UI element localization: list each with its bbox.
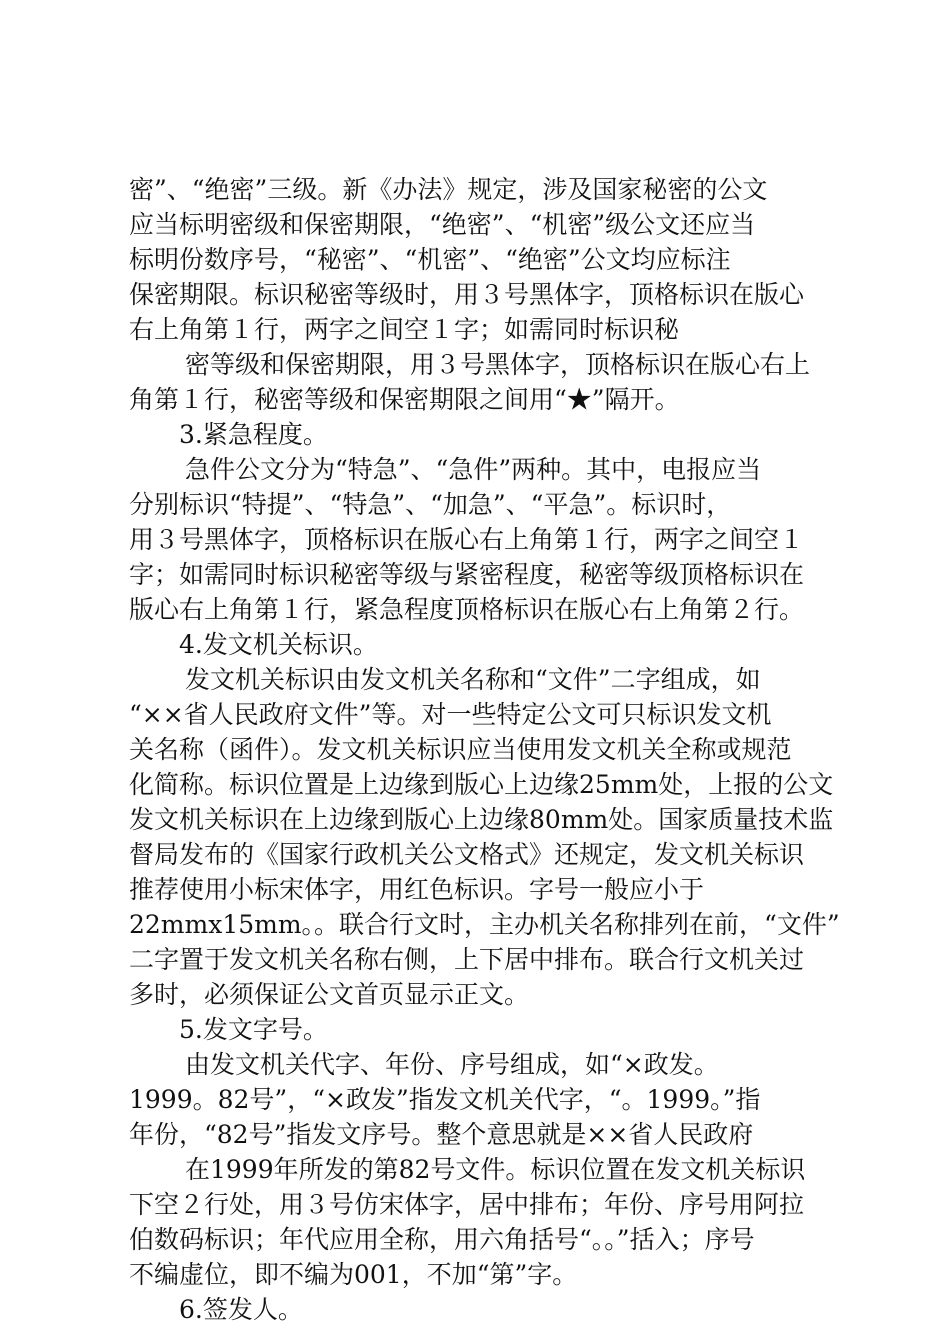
text-line: 密”、“绝密”三级。新《办法》规定，涉及国家秘密的公文	[129, 175, 768, 204]
text-line: 发文机关标识由发文机关名称和“文件”二字组成，如	[185, 665, 761, 694]
text-line: 密等级和保密期限，用３号黑体字，顶格标识在版心右上	[185, 350, 811, 379]
text-line: 急件公文分为“特急”、“急件”两种。其中，电报应当	[185, 455, 762, 484]
text-line: 22mmx15mm。。联合行文时，主办机关名称排列在前，“文件”	[129, 910, 840, 939]
section-heading: 3.紧急程度。	[179, 420, 328, 449]
text-line: 标明份数序号，“秘密”、“机密”、“绝密”公文均应标注	[129, 245, 731, 274]
section-heading: 4.发文机关标识。	[179, 630, 378, 659]
body-text	[129, 172, 840, 1327]
text-line: 在1999年所发的第82号文件。标识位置在发文机关标识	[185, 1155, 806, 1184]
text-line: 督局发布的《国家行政机关公文格式》还规定，发文机关标识	[129, 840, 805, 869]
text-line: 版心右上角第１行，紧急程度顶格标识在版心右上角第２行。	[129, 595, 805, 624]
text-line: 1999。82号”，“×政发”指发文机关代字，“。1999。”指	[129, 1085, 761, 1114]
text-line: 化简称。标识位置是上边缘到版心上边缘25mm处，上报的公文	[129, 770, 834, 799]
text-line: 保密期限。标识秘密等级时，用３号黑体字，顶格标识在版心	[129, 280, 805, 309]
text-line: 应当标明密级和保密期限，“绝密”、“机密”级公文还应当	[129, 210, 756, 239]
text-line: “××省人民政府文件”等。对一些特定公文可只标识发文机	[129, 700, 772, 729]
text-line: 分别标识“特提”、“特急”、“加急”、“平急”。标识时，	[129, 490, 732, 519]
text-line: 由发文机关代字、年份、序号组成，如“×政发。	[185, 1050, 719, 1079]
text-line: 右上角第１行，两字之间空１字；如需同时标识秘	[129, 315, 680, 344]
text-line: 多时，必须保证公文首页显示正文。	[129, 980, 530, 1009]
text-line: 角第１行，秘密等级和保密期限之间用“★”隔开。	[129, 385, 680, 414]
text-line: 伯数码标识；年代应用全称，用六角括号“。。”括入；序号	[129, 1225, 755, 1254]
text-line: 不编虚位，即不编为001，不加“第”字。	[129, 1260, 578, 1289]
text-line: 下空２行处，用３号仿宋体字，居中排布；年份、序号用阿拉	[129, 1190, 805, 1219]
text-line: 年份，“82号”指发文序号。整个意思就是××省人民政府	[129, 1120, 754, 1149]
text-line: 用３号黑体字，顶格标识在版心右上角第１行，两字之间空１	[129, 525, 805, 554]
text-line: 字；如需同时标识秘密等级与紧密程度，秘密等级顶格标识在	[129, 560, 805, 589]
text-line: 二字置于发文机关名称右侧，上下居中排布。联合行文机关过	[129, 945, 805, 974]
text-line: 关名称（函件）。发文机关标识应当使用发文机关全称或规范	[129, 735, 792, 764]
text-line: 发文机关标识在上边缘到版心上边缘80mm处。国家质量技术监	[129, 805, 834, 834]
section-heading: 5.发文字号。	[179, 1015, 328, 1044]
section-heading: 6.签发人。	[179, 1295, 303, 1324]
text-line: 推荐使用小标宋体字，用红色标识。字号一般应小于	[129, 875, 705, 904]
